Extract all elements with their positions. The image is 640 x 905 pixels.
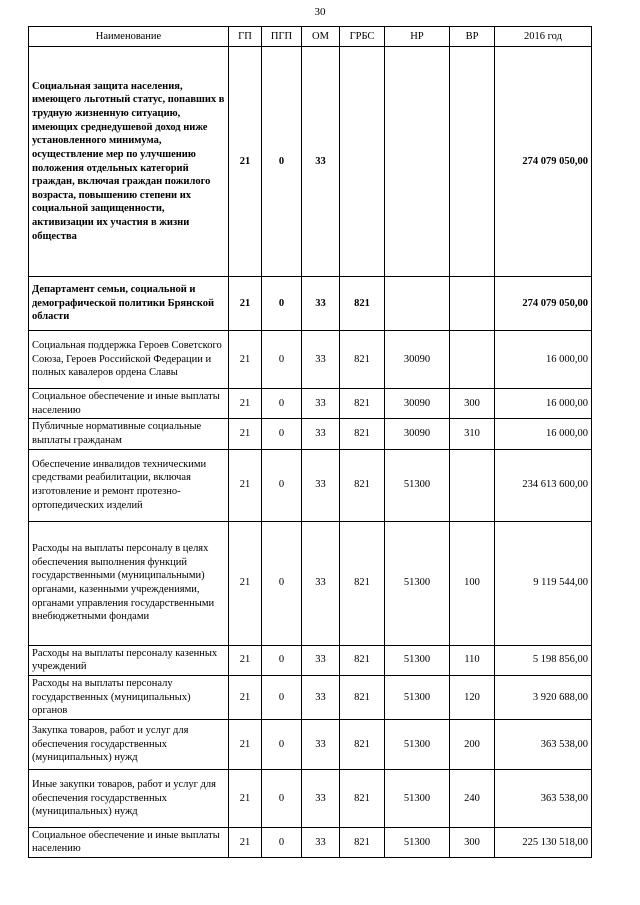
cell-vr: 310 [450, 419, 495, 449]
cell-om: 33 [302, 769, 340, 827]
cell-gp: 21 [229, 449, 262, 521]
cell-name: Публичные нормативные социальные выплаты гражданам [29, 419, 229, 449]
table-row [29, 521, 592, 645]
cell-om: 33 [302, 675, 340, 719]
cell-nr: 51300 [385, 675, 450, 719]
table-row [29, 389, 592, 419]
header-grbs: ГРБС [340, 27, 385, 47]
cell-gp: 21 [229, 521, 262, 645]
cell-nr: 30090 [385, 389, 450, 419]
table-row [29, 331, 592, 389]
cell-vr [450, 47, 495, 277]
cell-om: 33 [302, 827, 340, 857]
cell-om: 33 [302, 419, 340, 449]
cell-grbs: 821 [340, 719, 385, 769]
table-header-row [29, 27, 592, 47]
cell-vr: 100 [450, 521, 495, 645]
header-gp: ГП [229, 27, 262, 47]
cell-gp: 21 [229, 827, 262, 857]
cell-gp: 21 [229, 645, 262, 675]
cell-vr: 110 [450, 645, 495, 675]
header-vr: ВР [450, 27, 495, 47]
cell-name: Расходы на выплаты персоналу государственных (муниципальных) органов [29, 675, 229, 719]
cell-vr [450, 331, 495, 389]
cell-om: 33 [302, 277, 340, 331]
cell-amount: 234 613 600,00 [495, 449, 592, 521]
cell-pgp: 0 [262, 719, 302, 769]
table-row [29, 419, 592, 449]
cell-name: Социальное обеспечение и иные выплаты населению [29, 827, 229, 857]
cell-gp: 21 [229, 769, 262, 827]
cell-pgp: 0 [262, 277, 302, 331]
cell-vr: 300 [450, 389, 495, 419]
cell-nr: 51300 [385, 827, 450, 857]
cell-grbs: 821 [340, 331, 385, 389]
cell-gp: 21 [229, 47, 262, 277]
cell-om: 33 [302, 47, 340, 277]
cell-pgp: 0 [262, 419, 302, 449]
table-row [29, 449, 592, 521]
cell-amount: 16 000,00 [495, 331, 592, 389]
cell-grbs: 821 [340, 645, 385, 675]
cell-grbs: 821 [340, 769, 385, 827]
cell-grbs: 821 [340, 675, 385, 719]
cell-om: 33 [302, 331, 340, 389]
table-row [29, 719, 592, 769]
cell-nr: 30090 [385, 419, 450, 449]
cell-nr: 51300 [385, 645, 450, 675]
cell-name: Департамент семьи, социальной и демографической политики Брянской области [29, 277, 229, 331]
cell-pgp: 0 [262, 827, 302, 857]
cell-name: Обеспечение инвалидов техническими средствами реабилитации, включая изготовление и ремонт протезно-ортопедических изделий [29, 449, 229, 521]
cell-grbs: 821 [340, 827, 385, 857]
table-row [29, 827, 592, 857]
cell-amount: 16 000,00 [495, 389, 592, 419]
cell-om: 33 [302, 719, 340, 769]
cell-gp: 21 [229, 719, 262, 769]
cell-name: Иные закупки товаров, работ и услуг для обеспечения государственных (муниципальных) нужд [29, 769, 229, 827]
cell-pgp: 0 [262, 389, 302, 419]
cell-nr: 30090 [385, 331, 450, 389]
budget-table [28, 26, 592, 858]
cell-amount: 274 079 050,00 [495, 47, 592, 277]
page-number: 30 [314, 6, 326, 18]
cell-pgp: 0 [262, 331, 302, 389]
cell-pgp: 0 [262, 675, 302, 719]
cell-om: 33 [302, 389, 340, 419]
cell-om: 33 [302, 521, 340, 645]
cell-pgp: 0 [262, 449, 302, 521]
cell-nr: 51300 [385, 769, 450, 827]
cell-vr [450, 449, 495, 521]
cell-amount: 363 538,00 [495, 719, 592, 769]
cell-gp: 21 [229, 277, 262, 331]
cell-grbs [340, 47, 385, 277]
cell-grbs: 821 [340, 419, 385, 449]
table-row [29, 645, 592, 675]
cell-name: Социальная защита населения, имеющего льготный статус, попавших в трудную жизненную ситуацию, имеющих среднедушевой доход ниже установленного минимума, осуществление мер по улучшению положения отдельных категорий граждан, включая граждан пожилого возраста, повышению степени их социальной защищенности, активизации их участия в жизни общества [29, 47, 229, 277]
table-row [29, 675, 592, 719]
cell-pgp: 0 [262, 521, 302, 645]
cell-nr: 51300 [385, 521, 450, 645]
cell-amount: 225 130 518,00 [495, 827, 592, 857]
cell-om: 33 [302, 645, 340, 675]
cell-amount: 274 079 050,00 [495, 277, 592, 331]
cell-nr: 51300 [385, 449, 450, 521]
header-pgp: ПГП [262, 27, 302, 47]
cell-pgp: 0 [262, 645, 302, 675]
cell-amount: 3 920 688,00 [495, 675, 592, 719]
cell-gp: 21 [229, 675, 262, 719]
cell-nr: 51300 [385, 719, 450, 769]
cell-amount: 363 538,00 [495, 769, 592, 827]
cell-grbs: 821 [340, 277, 385, 331]
table-row [29, 769, 592, 827]
header-year: 2016 год [495, 27, 592, 47]
header-nr: НР [385, 27, 450, 47]
header-om: ОМ [302, 27, 340, 47]
cell-nr [385, 47, 450, 277]
cell-name: Расходы на выплаты персоналу казенных учреждений [29, 645, 229, 675]
cell-nr [385, 277, 450, 331]
cell-amount: 5 198 856,00 [495, 645, 592, 675]
cell-grbs: 821 [340, 389, 385, 419]
cell-grbs: 821 [340, 521, 385, 645]
cell-gp: 21 [229, 389, 262, 419]
header-name: Наименование [29, 27, 229, 47]
cell-vr: 300 [450, 827, 495, 857]
table-row [29, 277, 592, 331]
cell-name: Социальное обеспечение и иные выплаты населению [29, 389, 229, 419]
cell-name: Расходы на выплаты персоналу в целях обеспечения выполнения функций государственными (муниципальными) органами, казенными учреждениями, органами управления государственными внебюджетными фондами [29, 521, 229, 645]
cell-grbs: 821 [340, 449, 385, 521]
cell-vr: 240 [450, 769, 495, 827]
cell-amount: 16 000,00 [495, 419, 592, 449]
cell-om: 33 [302, 449, 340, 521]
cell-gp: 21 [229, 331, 262, 389]
cell-vr [450, 277, 495, 331]
cell-pgp: 0 [262, 769, 302, 827]
cell-gp: 21 [229, 419, 262, 449]
cell-name: Социальная поддержка Героев Советского Союза, Героев Российской Федерации и полных кавалеров ордена Славы [29, 331, 229, 389]
table-row [29, 47, 592, 277]
cell-vr: 120 [450, 675, 495, 719]
cell-name: Закупка товаров, работ и услуг для обеспечения государственных (муниципальных) нужд [29, 719, 229, 769]
cell-pgp: 0 [262, 47, 302, 277]
cell-amount: 9 119 544,00 [495, 521, 592, 645]
cell-vr: 200 [450, 719, 495, 769]
